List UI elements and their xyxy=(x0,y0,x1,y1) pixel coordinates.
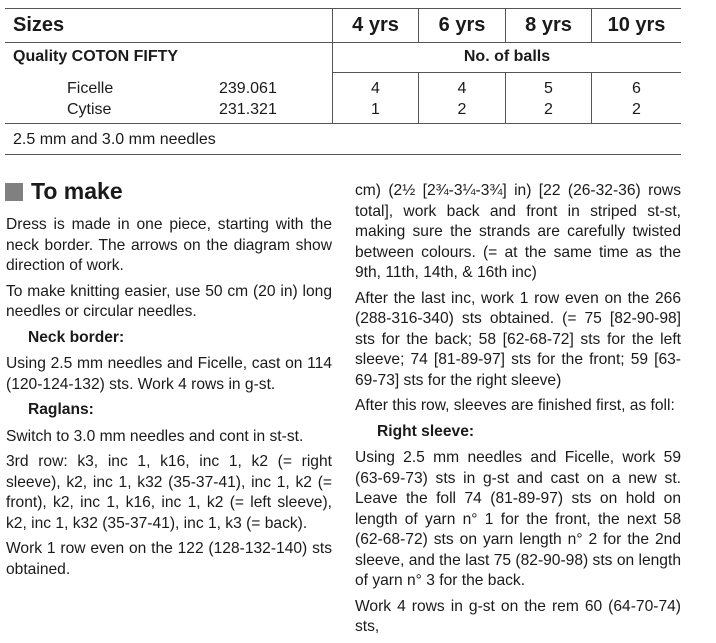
size-header: 6 yrs xyxy=(438,14,486,36)
yarn-code: 239.061 xyxy=(219,80,277,97)
square-bullet-icon xyxy=(5,183,23,201)
paragraph: Dress is made in one piece, starting with the neck border. The arrows on the diagram show direction of work. xyxy=(6,216,332,274)
ball-count: 6 xyxy=(632,80,641,97)
table-rule xyxy=(332,72,681,73)
ball-count: 2 xyxy=(457,101,467,118)
section-heading xyxy=(5,178,123,205)
quality-label: Quality COTON FIFTY xyxy=(13,48,179,65)
subheading-neck-border: Neck border: xyxy=(28,328,125,346)
paragraph: Work 1 row even on the 122 (128-132-140) sts obtained. xyxy=(6,540,332,578)
size-header: 8 yrs xyxy=(525,14,572,36)
paragraph: After this row, sleeves are finished first, as foll: xyxy=(355,397,675,414)
paragraph: Switch to 3.0 mm needles and cont in st-st. xyxy=(6,427,304,445)
yarn-code: 231.321 xyxy=(219,101,277,118)
ball-count: 2 xyxy=(632,101,641,118)
size-header: 4 yrs xyxy=(352,14,399,36)
paragraph: 3rd row: k3, inc 1, k16, inc 1, k2 (= right sleeve), k2, inc 1, k32 (35-37-41), inc 1, k2 (= front), k2, inc 1, k16, inc 1, k2 (= left sleeve), k2, inc 1, k32 (35-37-41), inc 1, k3 (= back). xyxy=(6,453,332,532)
ball-count: 2 xyxy=(544,101,553,118)
table-rule xyxy=(5,42,681,43)
needles-text: 2.5 mm and 3.0 mm needles xyxy=(13,131,216,148)
ball-count: 1 xyxy=(371,101,380,118)
left-column xyxy=(6,215,332,585)
yarn-name: Cytise xyxy=(67,101,112,118)
paragraph: Using 2.5 mm needles and Ficelle, cast on 114 (120-124-132) sts. Work 4 rows in g-st. xyxy=(6,355,332,393)
table-rule xyxy=(5,123,681,124)
size-header: 10 yrs xyxy=(607,14,666,36)
right-column xyxy=(355,181,681,643)
subheading-right-sleeve: Right sleeve: xyxy=(377,422,475,440)
table-rule xyxy=(5,154,681,155)
yarn-name: Ficelle xyxy=(67,80,114,97)
paragraph: To make knitting easier, use 50 cm (20 in) long needles or circular needles. xyxy=(6,282,332,320)
subheading-raglans: Raglans: xyxy=(28,401,94,418)
table-rule xyxy=(5,8,681,9)
paragraph: cm) (2½ [2¾-3¼-3¾] in) [22 (26-32-36) rows total], work back and front in striped st-st, making sure the strands are carefully twisted between colours. (= at the same time as the 9th, 11th, 14th, & 16th inc) xyxy=(355,182,681,281)
sizes-label: Sizes xyxy=(13,14,65,36)
balls-label: No. of balls xyxy=(463,48,551,65)
ball-count: 5 xyxy=(544,80,553,97)
paragraph: Using 2.5 mm needles and Ficelle, work 59 (63-69-73) sts in g-st and cast on a new st. Leave the foll 74 (81-89-97) sts on hold on length of yarn n° 1 for the front, the next 58 (62-68-72) sts on yarn length n° 2 for the 2nd sleeve, and the last 75 (82-90-98) sts on length of yarn n° 3 for the back. xyxy=(355,449,681,589)
paragraph: After the last inc, work 1 row even on the 266 (288-316-340) sts obtained. (= 75 [82-90-98] sts for the back; 58 [62-68-72] sts for the left sleeve; 74 [81-89-97] sts for the front; 59 [63-69-73] sts for the right sleeve) xyxy=(355,289,681,389)
paragraph: Work 4 rows in g-st on the rem 60 (64-70-74) sts, xyxy=(355,597,681,635)
ball-count: 4 xyxy=(371,80,380,97)
yarn-table xyxy=(5,8,681,155)
ball-count: 4 xyxy=(457,80,467,97)
section-title: To make xyxy=(31,178,123,204)
